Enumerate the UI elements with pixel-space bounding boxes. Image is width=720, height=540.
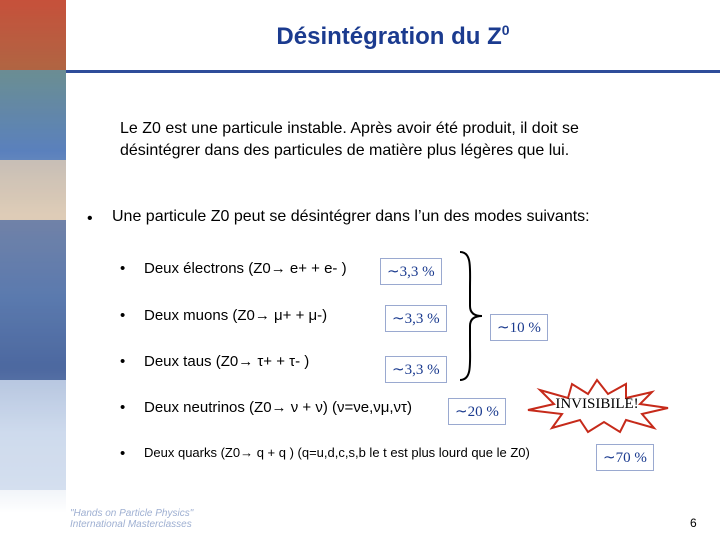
bullet-marker: • [87,210,93,227]
title-text: Désintégration du Z [276,23,502,50]
sub-bullet-marker: • [120,307,126,324]
pct-neutrinos: ∼20 % [448,398,506,425]
decay-mode-neutrinos: Deux neutrinos (Z0→ ν + ν) (ν=νe,νμ,ντ) [144,399,412,416]
pct-taus: ∼3,3 % [385,356,447,383]
strip-segment [0,70,66,160]
pct-electrons: ∼3,3 % [380,258,442,285]
page-number: 6 [690,516,697,530]
main-bullet-text: Une particule Z0 peut se désintégrer dans l’un des modes suivants: [112,208,590,225]
invisible-label: INVISIBILE! [555,396,639,412]
pct-quarks: ∼70 % [596,444,654,471]
title-superscript: 0 [501,22,510,38]
strip-segment [0,220,66,380]
sub-bullet-marker: • [120,445,126,462]
decorative-side-strip [0,0,66,540]
decay-mode-muons: Deux muons (Z0→ μ+ + μ-) [144,307,328,324]
strip-segment [0,380,66,490]
footer-logo [70,508,193,530]
sub-bullet-marker: • [120,399,126,416]
sub-bullet-marker: • [120,260,126,277]
decay-mode-taus: Deux taus (Z0→ τ+ + τ- ) [144,353,310,370]
decay-mode-electrons: Deux électrons (Z0→ e+ + e- ) [144,260,347,277]
strip-segment [0,160,66,220]
pct-muons: ∼3,3 % [385,305,447,332]
slide-title [66,22,720,51]
intro-paragraph: Le Z0 est une particule instable. Après avoir été produit, il doit se désintégrer dans des particules de matière plus légères que lui. [120,120,579,159]
decay-mode-quarks: Deux quarks (Z0→ q + q ) (q=u,d,c,s,b le t est plus lourd que le Z0) [144,445,530,460]
footer-line-2: International Masterclasses [70,519,192,530]
pct-charged-leptons-total: ∼10 % [490,314,548,341]
lepton-group-brace [452,248,492,384]
sub-bullet-marker: • [120,353,126,370]
footer-line-1: "Hands on Particle Physics" [70,508,194,519]
strip-segment [0,0,66,70]
